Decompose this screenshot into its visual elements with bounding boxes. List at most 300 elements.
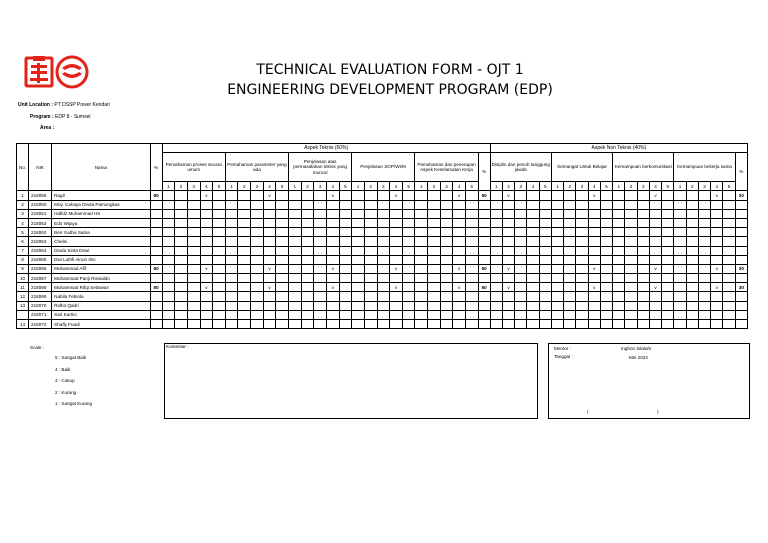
score-cell[interactable] xyxy=(187,283,200,292)
score-cell[interactable] xyxy=(428,191,441,200)
score-cell[interactable] xyxy=(339,292,352,301)
score-cell[interactable] xyxy=(225,200,238,209)
score-cell[interactable] xyxy=(276,209,289,218)
score-cell[interactable] xyxy=(440,237,453,246)
score-cell[interactable] xyxy=(539,320,551,329)
score-cell[interactable] xyxy=(390,246,403,255)
score-cell[interactable] xyxy=(377,191,390,200)
score-cell[interactable] xyxy=(539,310,551,319)
score-cell[interactable]: v xyxy=(588,264,600,273)
score-cell[interactable] xyxy=(576,218,588,227)
score-cell[interactable] xyxy=(276,200,289,209)
score-cell[interactable] xyxy=(301,274,314,283)
score-cell[interactable] xyxy=(698,228,710,237)
row-non-teknis-pct[interactable]: 30 xyxy=(735,264,747,273)
score-cell[interactable] xyxy=(428,274,441,283)
row-non-teknis-pct[interactable] xyxy=(735,228,747,237)
score-cell[interactable] xyxy=(339,320,352,329)
score-cell[interactable] xyxy=(453,200,466,209)
score-cell[interactable] xyxy=(465,264,478,273)
row-non-teknis-pct[interactable] xyxy=(735,292,747,301)
score-cell[interactable] xyxy=(301,237,314,246)
score-cell[interactable] xyxy=(415,320,428,329)
row-pct[interactable]: 80 xyxy=(150,283,162,292)
score-cell[interactable] xyxy=(662,218,674,227)
score-cell[interactable] xyxy=(213,264,226,273)
score-cell[interactable] xyxy=(674,218,686,227)
score-cell[interactable] xyxy=(238,264,251,273)
score-cell[interactable] xyxy=(711,200,723,209)
score-cell[interactable] xyxy=(465,292,478,301)
score-cell[interactable] xyxy=(251,209,264,218)
score-cell[interactable] xyxy=(364,292,377,301)
score-cell[interactable] xyxy=(502,209,514,218)
score-cell[interactable] xyxy=(662,237,674,246)
score-cell[interactable] xyxy=(238,228,251,237)
score-cell[interactable] xyxy=(576,310,588,319)
score-cell[interactable] xyxy=(326,228,339,237)
score-cell[interactable] xyxy=(301,218,314,227)
score-cell[interactable] xyxy=(564,218,576,227)
score-cell[interactable] xyxy=(377,218,390,227)
score-cell[interactable] xyxy=(551,255,563,264)
score-cell[interactable] xyxy=(390,209,403,218)
score-cell[interactable] xyxy=(352,218,365,227)
score-cell[interactable] xyxy=(440,246,453,255)
score-cell[interactable] xyxy=(390,200,403,209)
score-cell[interactable] xyxy=(187,301,200,310)
score-cell[interactable] xyxy=(674,200,686,209)
row-teknis-pct[interactable]: 50 xyxy=(478,283,490,292)
score-cell[interactable] xyxy=(465,283,478,292)
score-cell[interactable] xyxy=(428,292,441,301)
score-cell[interactable] xyxy=(490,237,502,246)
score-cell[interactable] xyxy=(723,292,735,301)
score-cell[interactable] xyxy=(440,255,453,264)
score-cell[interactable] xyxy=(301,200,314,209)
score-cell[interactable] xyxy=(576,255,588,264)
score-cell[interactable] xyxy=(301,191,314,200)
row-teknis-pct[interactable] xyxy=(478,255,490,264)
score-cell[interactable] xyxy=(613,191,625,200)
score-cell[interactable] xyxy=(490,218,502,227)
score-cell[interactable] xyxy=(263,228,276,237)
score-cell[interactable] xyxy=(377,310,390,319)
score-cell[interactable] xyxy=(301,310,314,319)
score-cell[interactable] xyxy=(213,246,226,255)
score-cell[interactable] xyxy=(465,191,478,200)
score-cell[interactable] xyxy=(649,301,661,310)
score-cell[interactable]: v xyxy=(453,264,466,273)
score-cell[interactable] xyxy=(175,200,188,209)
score-cell[interactable] xyxy=(453,320,466,329)
row-non-teknis-pct[interactable] xyxy=(735,320,747,329)
row-teknis-pct[interactable] xyxy=(478,301,490,310)
score-cell[interactable] xyxy=(402,200,415,209)
score-cell[interactable] xyxy=(564,310,576,319)
score-cell[interactable] xyxy=(251,320,264,329)
score-cell[interactable] xyxy=(527,209,539,218)
score-cell[interactable] xyxy=(225,228,238,237)
score-cell[interactable] xyxy=(515,218,527,227)
score-cell[interactable] xyxy=(276,283,289,292)
score-cell[interactable] xyxy=(502,246,514,255)
score-cell[interactable]: v xyxy=(200,191,213,200)
score-cell[interactable] xyxy=(576,246,588,255)
score-cell[interactable] xyxy=(213,292,226,301)
score-cell[interactable] xyxy=(326,255,339,264)
score-cell[interactable] xyxy=(213,191,226,200)
score-cell[interactable] xyxy=(600,209,612,218)
score-cell[interactable] xyxy=(637,283,649,292)
score-cell[interactable] xyxy=(588,301,600,310)
score-cell[interactable] xyxy=(225,264,238,273)
score-cell[interactable] xyxy=(539,301,551,310)
score-cell[interactable] xyxy=(588,218,600,227)
score-cell[interactable] xyxy=(515,228,527,237)
score-cell[interactable] xyxy=(465,200,478,209)
score-cell[interactable] xyxy=(649,237,661,246)
row-teknis-pct[interactable] xyxy=(478,218,490,227)
komentar-box[interactable] xyxy=(164,343,538,419)
score-cell[interactable] xyxy=(502,228,514,237)
score-cell[interactable] xyxy=(490,301,502,310)
score-cell[interactable] xyxy=(649,246,661,255)
score-cell[interactable] xyxy=(686,191,698,200)
score-cell[interactable] xyxy=(551,200,563,209)
score-cell[interactable] xyxy=(637,237,649,246)
score-cell[interactable] xyxy=(187,246,200,255)
score-cell[interactable] xyxy=(502,255,514,264)
score-cell[interactable] xyxy=(600,310,612,319)
score-cell[interactable] xyxy=(238,292,251,301)
score-cell[interactable] xyxy=(162,255,175,264)
score-cell[interactable] xyxy=(613,264,625,273)
score-cell[interactable]: v xyxy=(649,191,661,200)
score-cell[interactable] xyxy=(588,255,600,264)
score-cell[interactable] xyxy=(352,264,365,273)
score-cell[interactable] xyxy=(225,218,238,227)
score-cell[interactable] xyxy=(490,264,502,273)
score-cell[interactable] xyxy=(637,209,649,218)
score-cell[interactable] xyxy=(600,283,612,292)
score-cell[interactable] xyxy=(711,320,723,329)
score-cell[interactable] xyxy=(490,228,502,237)
score-cell[interactable] xyxy=(187,274,200,283)
score-cell[interactable] xyxy=(402,292,415,301)
score-cell[interactable] xyxy=(301,292,314,301)
row-non-teknis-pct[interactable] xyxy=(735,310,747,319)
score-cell[interactable] xyxy=(162,264,175,273)
score-cell[interactable] xyxy=(551,320,563,329)
score-cell[interactable] xyxy=(527,237,539,246)
score-cell[interactable] xyxy=(625,264,637,273)
score-cell[interactable] xyxy=(551,218,563,227)
row-non-teknis-pct[interactable] xyxy=(735,237,747,246)
score-cell[interactable] xyxy=(440,191,453,200)
score-cell[interactable] xyxy=(490,292,502,301)
score-cell[interactable] xyxy=(564,283,576,292)
score-cell[interactable] xyxy=(225,301,238,310)
score-cell[interactable] xyxy=(515,274,527,283)
score-cell[interactable] xyxy=(187,209,200,218)
score-cell[interactable] xyxy=(649,310,661,319)
score-cell[interactable] xyxy=(686,255,698,264)
score-cell[interactable] xyxy=(564,200,576,209)
score-cell[interactable]: v xyxy=(588,283,600,292)
score-cell[interactable] xyxy=(440,200,453,209)
score-cell[interactable] xyxy=(301,283,314,292)
score-cell[interactable] xyxy=(428,218,441,227)
row-non-teknis-pct[interactable]: 30 xyxy=(735,191,747,200)
score-cell[interactable] xyxy=(613,246,625,255)
score-cell[interactable] xyxy=(428,310,441,319)
score-cell[interactable] xyxy=(364,301,377,310)
score-cell[interactable] xyxy=(465,255,478,264)
score-cell[interactable] xyxy=(415,292,428,301)
row-non-teknis-pct[interactable] xyxy=(735,255,747,264)
score-cell[interactable] xyxy=(276,301,289,310)
score-cell[interactable] xyxy=(314,191,327,200)
score-cell[interactable] xyxy=(453,292,466,301)
score-cell[interactable] xyxy=(674,283,686,292)
score-cell[interactable] xyxy=(326,274,339,283)
score-cell[interactable] xyxy=(263,255,276,264)
score-cell[interactable] xyxy=(502,274,514,283)
score-cell[interactable] xyxy=(402,255,415,264)
score-cell[interactable] xyxy=(527,191,539,200)
score-cell[interactable] xyxy=(187,218,200,227)
score-cell[interactable] xyxy=(428,301,441,310)
score-cell[interactable] xyxy=(175,283,188,292)
score-cell[interactable] xyxy=(625,310,637,319)
score-cell[interactable] xyxy=(440,274,453,283)
score-cell[interactable] xyxy=(162,310,175,319)
score-cell[interactable] xyxy=(352,283,365,292)
score-cell[interactable] xyxy=(175,274,188,283)
score-cell[interactable] xyxy=(453,246,466,255)
score-cell[interactable] xyxy=(490,310,502,319)
score-cell[interactable] xyxy=(364,255,377,264)
score-cell[interactable] xyxy=(213,237,226,246)
score-cell[interactable] xyxy=(698,191,710,200)
score-cell[interactable] xyxy=(613,320,625,329)
score-cell[interactable] xyxy=(314,255,327,264)
score-cell[interactable] xyxy=(415,283,428,292)
score-cell[interactable] xyxy=(301,209,314,218)
score-cell[interactable] xyxy=(213,283,226,292)
score-cell[interactable] xyxy=(674,209,686,218)
score-cell[interactable] xyxy=(515,264,527,273)
score-cell[interactable] xyxy=(251,292,264,301)
score-cell[interactable] xyxy=(600,191,612,200)
score-cell[interactable] xyxy=(352,209,365,218)
row-non-teknis-pct[interactable] xyxy=(735,209,747,218)
score-cell[interactable] xyxy=(723,191,735,200)
score-cell[interactable] xyxy=(390,237,403,246)
score-cell[interactable] xyxy=(674,320,686,329)
score-cell[interactable] xyxy=(465,310,478,319)
score-cell[interactable] xyxy=(402,283,415,292)
score-cell[interactable] xyxy=(352,200,365,209)
score-cell[interactable] xyxy=(314,283,327,292)
score-cell[interactable] xyxy=(613,228,625,237)
score-cell[interactable] xyxy=(515,283,527,292)
score-cell[interactable] xyxy=(225,283,238,292)
score-cell[interactable] xyxy=(625,274,637,283)
score-cell[interactable] xyxy=(339,237,352,246)
score-cell[interactable] xyxy=(175,218,188,227)
score-cell[interactable] xyxy=(613,301,625,310)
score-cell[interactable] xyxy=(576,191,588,200)
score-cell[interactable] xyxy=(175,320,188,329)
score-cell[interactable]: v xyxy=(711,283,723,292)
score-cell[interactable] xyxy=(662,255,674,264)
score-cell[interactable]: v xyxy=(588,191,600,200)
score-cell[interactable] xyxy=(415,209,428,218)
score-cell[interactable] xyxy=(377,246,390,255)
score-cell[interactable] xyxy=(600,301,612,310)
score-cell[interactable] xyxy=(187,320,200,329)
score-cell[interactable] xyxy=(600,218,612,227)
score-cell[interactable] xyxy=(200,301,213,310)
score-cell[interactable] xyxy=(377,209,390,218)
score-cell[interactable]: v xyxy=(502,191,514,200)
row-pct[interactable]: 80 xyxy=(150,191,162,200)
score-cell[interactable] xyxy=(238,218,251,227)
score-cell[interactable] xyxy=(698,292,710,301)
score-cell[interactable] xyxy=(490,200,502,209)
score-cell[interactable] xyxy=(162,301,175,310)
score-cell[interactable] xyxy=(723,310,735,319)
score-cell[interactable] xyxy=(352,301,365,310)
score-cell[interactable] xyxy=(440,310,453,319)
row-pct[interactable] xyxy=(150,292,162,301)
score-cell[interactable] xyxy=(251,310,264,319)
score-cell[interactable] xyxy=(352,310,365,319)
score-cell[interactable] xyxy=(364,218,377,227)
score-cell[interactable] xyxy=(390,301,403,310)
score-cell[interactable] xyxy=(564,292,576,301)
score-cell[interactable] xyxy=(576,301,588,310)
score-cell[interactable] xyxy=(301,228,314,237)
score-cell[interactable] xyxy=(588,200,600,209)
score-cell[interactable] xyxy=(428,209,441,218)
score-cell[interactable] xyxy=(723,301,735,310)
score-cell[interactable] xyxy=(686,237,698,246)
score-cell[interactable]: v xyxy=(200,264,213,273)
score-cell[interactable] xyxy=(613,237,625,246)
score-cell[interactable] xyxy=(289,228,302,237)
score-cell[interactable] xyxy=(339,264,352,273)
score-cell[interactable] xyxy=(502,218,514,227)
score-cell[interactable]: v xyxy=(263,191,276,200)
score-cell[interactable] xyxy=(440,218,453,227)
score-cell[interactable] xyxy=(539,283,551,292)
score-cell[interactable] xyxy=(465,218,478,227)
score-cell[interactable] xyxy=(539,292,551,301)
score-cell[interactable]: v xyxy=(390,283,403,292)
score-cell[interactable] xyxy=(326,237,339,246)
score-cell[interactable] xyxy=(686,292,698,301)
score-cell[interactable] xyxy=(551,274,563,283)
score-cell[interactable] xyxy=(576,237,588,246)
score-cell[interactable] xyxy=(662,320,674,329)
score-cell[interactable] xyxy=(711,218,723,227)
score-cell[interactable] xyxy=(649,200,661,209)
score-cell[interactable] xyxy=(238,283,251,292)
score-cell[interactable] xyxy=(213,200,226,209)
score-cell[interactable] xyxy=(453,310,466,319)
score-cell[interactable] xyxy=(377,255,390,264)
score-cell[interactable] xyxy=(238,191,251,200)
score-cell[interactable] xyxy=(377,292,390,301)
score-cell[interactable] xyxy=(490,320,502,329)
score-cell[interactable] xyxy=(213,310,226,319)
score-cell[interactable] xyxy=(364,237,377,246)
score-cell[interactable] xyxy=(238,301,251,310)
row-pct[interactable] xyxy=(150,246,162,255)
score-cell[interactable] xyxy=(402,209,415,218)
score-cell[interactable] xyxy=(326,246,339,255)
score-cell[interactable] xyxy=(490,283,502,292)
score-cell[interactable] xyxy=(649,320,661,329)
score-cell[interactable] xyxy=(490,246,502,255)
score-cell[interactable] xyxy=(698,310,710,319)
score-cell[interactable] xyxy=(289,246,302,255)
score-cell[interactable] xyxy=(187,310,200,319)
score-cell[interactable] xyxy=(314,228,327,237)
score-cell[interactable] xyxy=(588,310,600,319)
score-cell[interactable] xyxy=(662,228,674,237)
score-cell[interactable] xyxy=(251,274,264,283)
score-cell[interactable] xyxy=(502,301,514,310)
score-cell[interactable]: v xyxy=(263,264,276,273)
score-cell[interactable] xyxy=(564,301,576,310)
score-cell[interactable] xyxy=(613,255,625,264)
score-cell[interactable] xyxy=(289,209,302,218)
score-cell[interactable] xyxy=(301,246,314,255)
score-cell[interactable] xyxy=(251,246,264,255)
score-cell[interactable] xyxy=(225,209,238,218)
score-cell[interactable] xyxy=(289,301,302,310)
score-cell[interactable]: v xyxy=(263,283,276,292)
score-cell[interactable] xyxy=(339,191,352,200)
score-cell[interactable] xyxy=(263,310,276,319)
score-cell[interactable] xyxy=(238,200,251,209)
score-cell[interactable] xyxy=(515,255,527,264)
score-cell[interactable] xyxy=(515,200,527,209)
score-cell[interactable] xyxy=(711,209,723,218)
row-pct[interactable] xyxy=(150,310,162,319)
score-cell[interactable] xyxy=(251,228,264,237)
row-teknis-pct[interactable]: 50 xyxy=(478,264,490,273)
score-cell[interactable] xyxy=(200,237,213,246)
score-cell[interactable] xyxy=(263,246,276,255)
score-cell[interactable] xyxy=(649,209,661,218)
score-cell[interactable] xyxy=(662,264,674,273)
score-cell[interactable] xyxy=(326,310,339,319)
score-cell[interactable] xyxy=(301,301,314,310)
score-cell[interactable] xyxy=(314,209,327,218)
score-cell[interactable] xyxy=(662,301,674,310)
score-cell[interactable] xyxy=(515,301,527,310)
score-cell[interactable] xyxy=(723,255,735,264)
row-pct[interactable]: 80 xyxy=(150,264,162,273)
score-cell[interactable] xyxy=(539,228,551,237)
score-cell[interactable] xyxy=(175,209,188,218)
score-cell[interactable] xyxy=(326,292,339,301)
